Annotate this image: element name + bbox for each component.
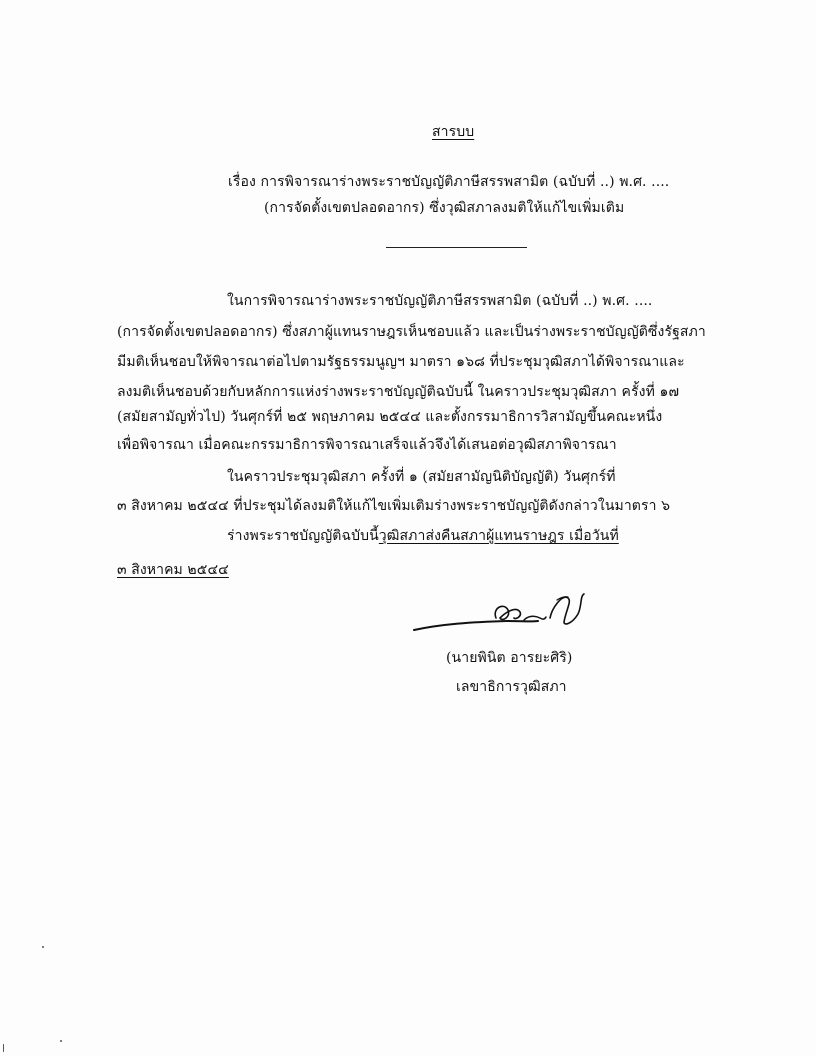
return-date: ๓ สิงหาคม ๒๕๔๔ bbox=[117, 562, 229, 578]
body-line: ในการพิจารณาร่างพระราชบัญญัติภาษีสรรพสามิต (ฉบับที่ ..) พ.ศ. .... bbox=[227, 293, 653, 309]
subject-line-1: เรื่อง การพิจารณาร่างพระราชบัญญัติภาษีสรรพสามิต (ฉบับที่ ..) พ.ศ. .... bbox=[228, 174, 670, 190]
signatory-name: (นายพินิต อารยะศิริ) bbox=[446, 650, 573, 666]
return-line-underlined: วุฒิสภาส่งคืนสภาผู้แทนราษฎร เมื่อวันที่ bbox=[378, 528, 619, 544]
subject-line-2: (การจัดตั้งเขตปลอดอากร) ซึ่งวุฒิสภาลงมติให้แก้ไขเพิ่มเติม bbox=[264, 200, 625, 216]
body-line: มีมติเห็นชอบให้พิจารณาต่อไปตามรัฐธรรมนูญฯ มาตรา ๑๖๘ ที่ประชุมวุฒิสภาได้พิจารณาและ bbox=[117, 354, 685, 370]
scan-speck bbox=[60, 1040, 62, 1042]
scan-speck bbox=[42, 946, 44, 948]
body-line: ในคราวประชุมวุฒิสภา ครั้งที่ ๑ (สมัยสามัญนิติบัญญัติ) วันศุกร์ที่ bbox=[227, 469, 616, 485]
body-line: (การจัดตั้งเขตปลอดอากร) ซึ่งสภาผู้แทนราษฎรเห็นชอบแล้ว และเป็นร่างพระราชบัญญัติซึ่งรัฐสภา bbox=[117, 324, 706, 340]
body-line: เพื่อพิจารณา เมื่อคณะกรรมาธิการพิจารณาเสร็จแล้วจึงได้เสนอต่อวุฒิสภาพิจารณา bbox=[117, 437, 617, 453]
return-line-prefix: ร่างพระราชบัญญัติฉบับนี้ bbox=[227, 528, 379, 544]
separator-rule bbox=[386, 247, 527, 248]
signatory-title: เลขาธิการวุฒิสภา bbox=[456, 679, 567, 695]
document-title: สารบบ bbox=[432, 124, 475, 140]
body-line: (สมัยสามัญทั่วไป) วันศุกร์ที่ ๒๕ พฤษภาคม ๒๕๔๔ และตั้งกรรมาธิการวิสามัญขึ้นคณะหนึ่ง bbox=[117, 409, 663, 425]
handwritten-signature bbox=[412, 588, 587, 636]
body-line: ลงมติเห็นชอบด้วยกับหลักการแห่งร่างพระราชบัญญัติฉบับนี้ ในคราวประชุมวุฒิสภา ครั้งที่ ๑๗ bbox=[117, 384, 680, 400]
return-line bbox=[227, 526, 619, 546]
scan-speck bbox=[3, 1044, 4, 1052]
body-line: ๓ สิงหาคม ๒๕๔๔ ที่ประชุมได้ลงมติให้แก้ไขเพิ่มเติมร่างพระราชบัญญัติดังกล่าวในมาตรา ๖ bbox=[117, 498, 671, 514]
